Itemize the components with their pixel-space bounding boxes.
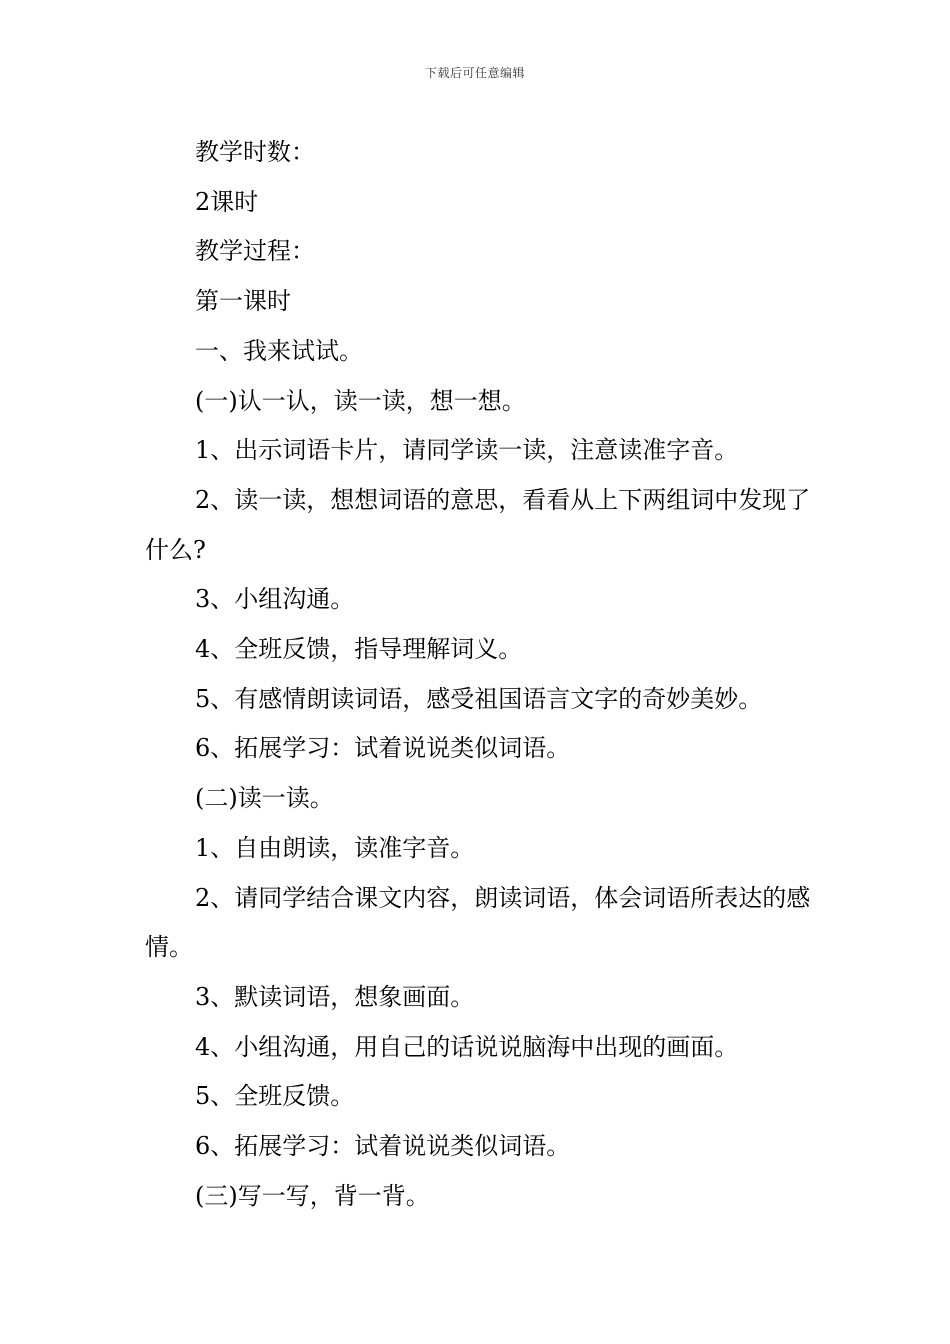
document-body: [145, 128, 815, 1221]
paragraph-subsection-two-heading: (二)读一读。: [195, 784, 334, 813]
paragraph-subsection-three-heading: (三)写一写，背一背。: [195, 1181, 430, 1210]
paragraph-subsection-one-heading: (一)认一认，读一读，想一想。: [195, 386, 526, 415]
paragraph-section-one-heading: 一、我来试试。: [195, 336, 363, 365]
paragraph-teaching-hours-value: 2课时: [195, 187, 259, 216]
paragraph-step: 2、读一读，想想词语的意思，看看从上下两组词中发现了什么?: [145, 485, 811, 564]
page-header-note: 下载后可任意编辑: [424, 66, 525, 80]
paragraph-step: 1、自由朗读，读准字音。: [195, 833, 475, 862]
paragraph-first-lesson-heading: 第一课时: [195, 287, 291, 316]
paragraph-step: 3、小组沟通。: [195, 585, 355, 614]
paragraph-teaching-process-label: 教学过程：: [195, 237, 315, 266]
paragraph-step: 6、拓展学习：试着说说类似词语。: [195, 734, 571, 763]
paragraph-step: 5、全班反馈。: [195, 1082, 355, 1111]
paragraph-step: 2、请同学结合课文内容，朗读词语，体会词语所表达的感情。: [145, 883, 811, 962]
paragraph-step: 3、默读词语，想象画面。: [195, 982, 475, 1011]
paragraph-step: 5、有感情朗读词语，感受祖国语言文字的奇妙美妙。: [195, 684, 763, 713]
paragraph-step: 4、小组沟通，用自己的话说说脑海中出现的画面。: [195, 1032, 739, 1061]
paragraph-step: 4、全班反馈，指导理解词义。: [195, 635, 523, 664]
paragraph-step: 6、拓展学习：试着说说类似词语。: [195, 1132, 571, 1161]
paragraph-step: 1、出示词语卡片，请同学读一读，注意读准字音。: [195, 436, 739, 465]
paragraph-teaching-hours-label: 教学时数：: [195, 138, 315, 166]
